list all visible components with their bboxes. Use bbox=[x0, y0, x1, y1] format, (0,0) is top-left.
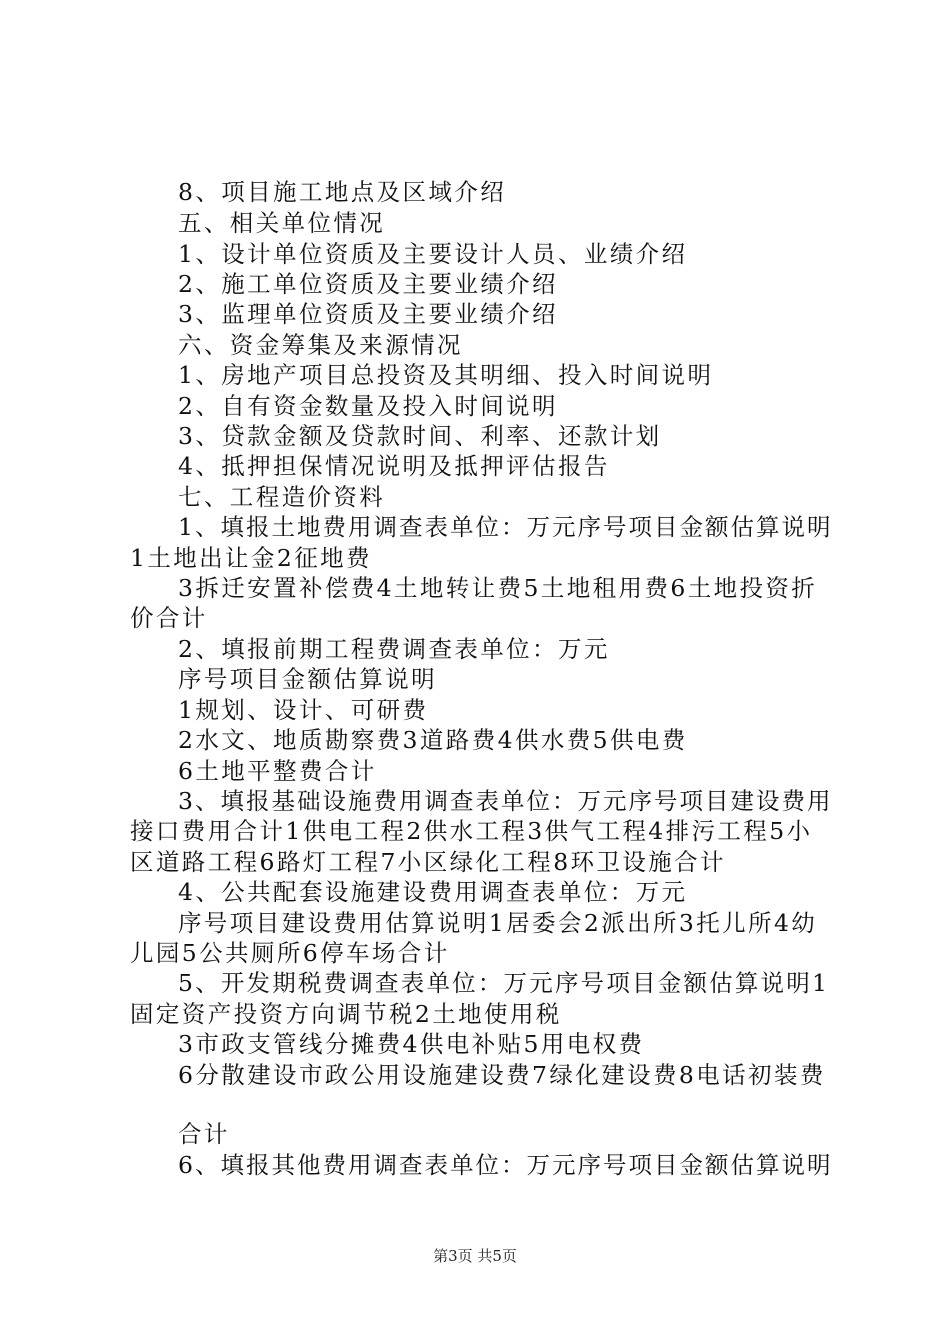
text-line: 2、施工单位资质及主要业绩介绍 bbox=[178, 270, 558, 298]
text-line: 3、填报基础设施费用调查表单位：万元序号项目建设费用 bbox=[178, 787, 833, 815]
text-line: 2水文、地质勘察费3道路费4供水费5供电费 bbox=[178, 726, 688, 754]
text-line: 3市政支管线分摊费4供电补贴5用电权费 bbox=[178, 1030, 645, 1058]
section-heading: 五、相关单位情况 bbox=[178, 209, 386, 237]
text-line: 固定资产投资方向调节税2土地使用税 bbox=[130, 1000, 562, 1028]
text-line: 1、设计单位资质及主要设计人员、业绩介绍 bbox=[178, 240, 688, 268]
text-line: 区道路工程6路灯工程7小区绿化工程8环卫设施合计 bbox=[130, 848, 726, 876]
text-line: 1、填报土地费用调查表单位：万元序号项目金额估算说明 bbox=[178, 513, 833, 541]
text-line: 序号项目金额估算说明 bbox=[178, 665, 437, 693]
text-line: 2、填报前期工程费调查表单位：万元 bbox=[178, 635, 610, 663]
text-line: 1规划、设计、可研费 bbox=[178, 696, 429, 724]
text-line: 1、房地产项目总投资及其明细、投入时间说明 bbox=[178, 361, 714, 389]
text-line: 3拆迁安置补偿费4土地转让费5土地租用费6土地投资折 bbox=[178, 574, 818, 602]
text-line: 5、开发期税费调查表单位：万元序号项目金额估算说明1 bbox=[178, 969, 830, 997]
section-heading: 六、资金筹集及来源情况 bbox=[178, 331, 463, 359]
text-line: 4、公共配套设施建设费用调查表单位：万元 bbox=[178, 878, 688, 906]
text-line: 6分散建设市政公用设施建设费7绿化建设费8电话初装费 bbox=[178, 1061, 826, 1089]
text-line: 3、监理单位资质及主要业绩介绍 bbox=[178, 300, 558, 328]
text-line: 价合计 bbox=[130, 604, 208, 632]
text-line: 序号项目建设费用估算说明1居委会2派出所3托儿所4幼 bbox=[178, 909, 818, 937]
text-line: 3、贷款金额及贷款时间、利率、还款计划 bbox=[178, 422, 662, 450]
text-line: 儿园5公共厕所6停车场合计 bbox=[130, 939, 450, 967]
text-line: 2、自有资金数量及投入时间说明 bbox=[178, 392, 558, 420]
text-line: 6、填报其他费用调查表单位：万元序号项目金额估算说明 bbox=[178, 1151, 833, 1179]
page-footer: 第3页 共5页 bbox=[433, 1247, 517, 1265]
text-line: 1土地出让金2征地费 bbox=[130, 544, 372, 572]
text-line: 合计 bbox=[178, 1120, 230, 1148]
text-line: 8、项目施工地点及区域介绍 bbox=[178, 178, 507, 206]
text-line: 4、抵押担保情况说明及抵押评估报告 bbox=[178, 452, 610, 480]
text-line: 6土地平整费合计 bbox=[178, 757, 377, 785]
text-line: 接口费用合计1供电工程2供水工程3供气工程4排污工程5小 bbox=[130, 817, 813, 845]
section-heading: 七、工程造价资料 bbox=[178, 483, 386, 511]
